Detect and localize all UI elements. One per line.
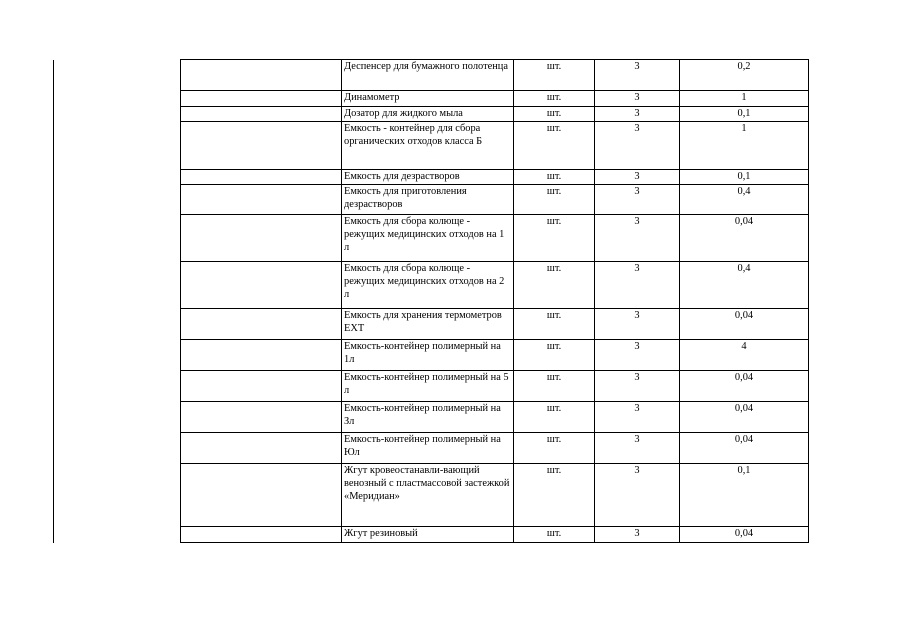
table-cell-empty — [181, 309, 342, 340]
item-name: Емкость-контейнер полимерный на Юл — [342, 433, 514, 464]
table-cell-empty — [181, 262, 342, 309]
item-value: 0,04 — [680, 371, 809, 402]
item-name: Жгут кровеостанавли-вающий венозный с пластмассовой застежкой «Меридиан» — [342, 464, 514, 527]
item-name: Емкость - контейнер для сбора органических отходов класса Б — [342, 122, 514, 170]
item-unit: шт. — [514, 309, 595, 340]
table-cell-empty — [181, 340, 342, 371]
item-quantity: 3 — [595, 91, 680, 107]
table-row — [181, 91, 809, 107]
table-row — [181, 527, 809, 543]
table-cell-empty — [181, 60, 342, 91]
item-quantity: 3 — [595, 340, 680, 371]
item-quantity: 3 — [595, 107, 680, 122]
item-unit: шт. — [514, 527, 595, 543]
item-unit: шт. — [514, 185, 595, 215]
item-value: 1 — [680, 122, 809, 170]
table-cell-empty — [181, 107, 342, 122]
table-cell-empty — [181, 371, 342, 402]
item-quantity: 3 — [595, 185, 680, 215]
table-row — [181, 170, 809, 185]
table-row — [181, 433, 809, 464]
item-quantity: 3 — [595, 464, 680, 527]
table-cell-empty — [181, 402, 342, 433]
item-quantity: 3 — [595, 371, 680, 402]
table-row — [181, 402, 809, 433]
item-value: 0,04 — [680, 309, 809, 340]
item-name: Деспенсер для бумажного полотенца — [342, 60, 514, 91]
table-row — [181, 107, 809, 122]
item-quantity: 3 — [595, 309, 680, 340]
item-unit: шт. — [514, 433, 595, 464]
item-value: 4 — [680, 340, 809, 371]
item-quantity: 3 — [595, 60, 680, 91]
table-row — [181, 464, 809, 527]
table-cell-empty — [181, 527, 342, 543]
item-name: Жгут резиновый — [342, 527, 514, 543]
table-row — [181, 185, 809, 215]
item-unit: шт. — [514, 262, 595, 309]
item-quantity: 3 — [595, 170, 680, 185]
item-quantity: 3 — [595, 215, 680, 262]
item-value: 0,04 — [680, 402, 809, 433]
item-unit: шт. — [514, 122, 595, 170]
table-cell-empty — [181, 91, 342, 107]
item-unit: шт. — [514, 340, 595, 371]
item-value: 0,2 — [680, 60, 809, 91]
table-cell-empty — [181, 185, 342, 215]
item-unit: шт. — [514, 107, 595, 122]
table-cell-empty — [181, 170, 342, 185]
item-name: Дозатор для жидкого мыла — [342, 107, 514, 122]
item-quantity: 3 — [595, 122, 680, 170]
item-unit: шт. — [514, 91, 595, 107]
item-name: Емкость для сбора колюще - режущих медицинских отходов на 2 л — [342, 262, 514, 309]
table-cell-empty — [181, 433, 342, 464]
item-quantity: 3 — [595, 433, 680, 464]
item-value: 0,4 — [680, 185, 809, 215]
item-name: Емкость-контейнер полимерный на 1л — [342, 340, 514, 371]
equipment-table — [180, 59, 809, 543]
item-value: 0,04 — [680, 215, 809, 262]
item-unit: шт. — [514, 402, 595, 433]
table-cell-empty — [181, 464, 342, 527]
table-cell-empty — [181, 122, 342, 170]
table-body — [181, 60, 809, 543]
item-quantity: 3 — [595, 262, 680, 309]
item-name: Динамометр — [342, 91, 514, 107]
item-value: 1 — [680, 91, 809, 107]
item-name: Емкость-контейнер полимерный на 5 л — [342, 371, 514, 402]
table-row — [181, 215, 809, 262]
item-name: Емкость для хранения термометров ЕХТ — [342, 309, 514, 340]
item-value: 0,4 — [680, 262, 809, 309]
table-cell-empty — [181, 215, 342, 262]
page-margin-line — [53, 60, 54, 543]
table-row — [181, 262, 809, 309]
item-unit: шт. — [514, 215, 595, 262]
item-name: Емкость-контейнер полимерный на Зл — [342, 402, 514, 433]
item-unit: шт. — [514, 60, 595, 91]
item-unit: шт. — [514, 464, 595, 527]
table-row — [181, 371, 809, 402]
item-name: Емкость для дезрастворов — [342, 170, 514, 185]
item-value: 0,1 — [680, 107, 809, 122]
item-quantity: 3 — [595, 402, 680, 433]
table-row — [181, 340, 809, 371]
item-name: Емкость для приготовления дезрастворов — [342, 185, 514, 215]
item-value: 0,04 — [680, 527, 809, 543]
table-row — [181, 309, 809, 340]
item-unit: шт. — [514, 371, 595, 402]
item-value: 0,04 — [680, 433, 809, 464]
table-row — [181, 122, 809, 170]
table-row — [181, 60, 809, 91]
item-value: 0,1 — [680, 464, 809, 527]
item-value: 0,1 — [680, 170, 809, 185]
item-name: Емкость для сбора колюще - режущих медицинских отходов на 1 л — [342, 215, 514, 262]
item-quantity: 3 — [595, 527, 680, 543]
item-unit: шт. — [514, 170, 595, 185]
